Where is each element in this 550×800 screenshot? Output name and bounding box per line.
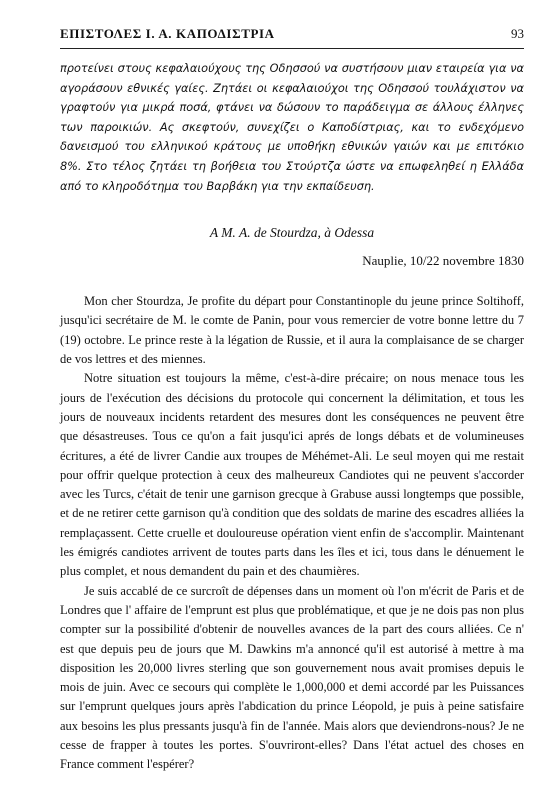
letter-paragraph: Je suis accablé de ce surcroît de dépenses dans un moment où l'on m'écrit de Paris et de Londres que l' affaire de l'emprunt est plus que problématique, et que je ne dois pas non plus compter sur la possibilité d'obtenir de nouvelles avances de la part des cours alliées. Ce n' est que depuis peu de jours que M. Dawkins m'a annoncé qu'il est autorisé à mettre à ma disposition les 20,000 livres sterling que son gouvernement nous avait promises depuis le mois de juin. Avec ce secours qui complète le 1,000,000 et demi accordé par les Puissances sur l'emprunt quelques jours après l'abdication du prince Léopold, je puis à peine satisfaire aux besoins les plus pressants jusqu'à fin de l'année. Mais alors que deviendrons-nous? Je ne cesse de frapper à toutes les portes. S'ouvriront-elles? Dans l'état actuel des choses en France comment l'espérer? (60, 583, 524, 772)
running-title: ΕΠΙΣΤΟΛΕΣ Ι. Α. ΚΑΠΟΔΙΣΤΡΙΑ (60, 26, 275, 41)
greek-summary: προτείνει στους κεφαλαιούχους της Οδησσού να συστήσουν μιαν εταιρεία για να αγοράσουν εθνικές γαίες. Ζητάει οι κεφαλαιούχοι της Οδησσού τουλάχιστον να γραφτούν για μικρά ποσά, φτάνει να δώσουν το παράδειγμα σε άλλους έλληνες των παροικιών. Ας σκεφτούν, συνεχίζει ο Καποδίστριας, και το ενδεχόμενο δανεισμού του ελληνικού κράτους με υποθήκη εθνικών γαιών και με επιτόκιο 8%. Στο τέλος ζητάει τη βοήθεια του Στούρτζα ώστε να επωφεληθεί η Ελλάδα από το κληροδότημα του Βαρβάκη για την εκπαίδευση. (60, 62, 524, 193)
letter-heading: A M. A. de Stourdza, à Odessa (209, 225, 375, 241)
letter-body (60, 292, 524, 774)
running-header (60, 26, 524, 49)
letter-paragraph: Notre situation est toujours la même, c'est-à-dire précaire; on nous menace tous les jours de l'exécution des décisions du protocole qui concernent la délimitation, et tous les jours de nouveaux incidents retardent des mesures dont les conséquences ne peuvent être que désastreuses. Tous ce qu'on a fait jusqu'ici aprés de longs débats et de volumineuses écritures, a été de livrer Candie aux troupes de Méhémet-Ali. Le seul moyen qui me restait pour offrir quelque protection à ceux des malheureux Candiotes qui ne peuvent s'accorder avec les Turcs, c'était de tenir une garnison grecque à Grabuse aussi longtemps que possible, et de ne retirer cette garnison qu'à condition que des soldats de marine des escadres alliées la remplaçassent. Cette cruelle et douloureuse opération vient enfin de s'accomplir. Maintenant les émigrés candiotes arrivent de toutes parts dans les îles et ici, tous dans le dénuement le plus complet, et nous demandent du pain et des chaumières. (60, 371, 524, 579)
letter-paragraph: Mon cher Stourdza, Je profite du départ pour Constantinople du jeune prince Soltihoff, jusqu'ici secrétaire de M. le comte de Panin, pour vous remercier de votre bonne lettre du 7 (19) octobre. Le prince reste à la légation de Russie, et il aura la complaisance de se charger de vos lettres et des miennes. (60, 294, 524, 367)
page-number: 93 (511, 26, 524, 41)
letter-dateline: Nauplie, 10/22 novembre 1830 (362, 253, 524, 269)
